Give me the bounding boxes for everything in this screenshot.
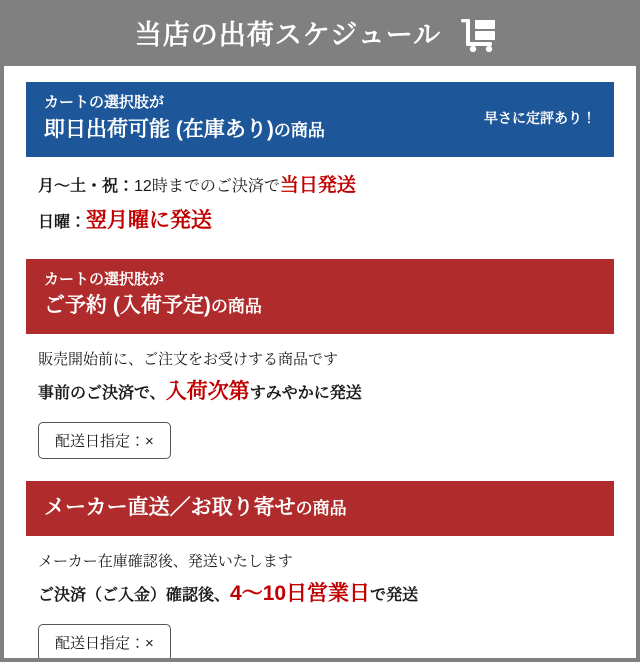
row-prepayment [38, 376, 606, 409]
row-label: ご決済（ご入金）確認後、 [38, 587, 231, 605]
page-title: 当店の出荷スケジュール [134, 19, 442, 50]
band-main-suffix: の商品 [295, 498, 347, 518]
row-highlight: 当日発送 [279, 174, 356, 196]
band-main [44, 493, 347, 523]
band-main [44, 291, 262, 321]
band-kicker: カートの選択肢が [44, 94, 165, 111]
section-band-reservation [26, 259, 614, 334]
row-label: 日曜： [38, 214, 87, 232]
row-highlight: 翌月曜に発送 [86, 209, 213, 233]
delivery-date-tag: 配送日指定：× [38, 624, 171, 661]
rows-in-stock [26, 157, 614, 249]
band-text-group [44, 269, 262, 322]
row-plain: 12時までのご決済で [134, 177, 280, 195]
delivery-truck-icon [459, 18, 505, 52]
band-main-strong: ご予約 (入荷予定) [44, 294, 211, 318]
row-payment-confirm [38, 578, 606, 611]
row-sunday [38, 205, 606, 238]
row-label: 月〜土・祝： [38, 177, 135, 195]
band-main-strong: メーカー直送／お取り寄せ [44, 495, 296, 519]
row-highlight: 4〜10日営業日 [230, 582, 371, 606]
page-header [4, 4, 636, 66]
row-plain: 販売開始前に、ご注文をお受けする商品です [38, 350, 339, 368]
row-highlight: 入荷次第 [165, 380, 250, 404]
band-main-suffix: の商品 [273, 120, 325, 140]
row-stock-check-note [38, 550, 606, 573]
row-highlight-small: すみやかに発送 [249, 385, 362, 403]
section-band-in-stock [26, 82, 614, 157]
row-weekday [38, 171, 606, 200]
rows-direct-shipping [26, 536, 614, 662]
band-text-group [44, 92, 325, 145]
schedule-content [4, 66, 636, 662]
band-main [44, 115, 325, 145]
band-kicker: カートの選択肢が [44, 270, 165, 288]
section-band-direct-shipping [26, 481, 614, 536]
row-plain: メーカー在庫確認後、発送いたします [38, 553, 293, 571]
row-preorder-note [38, 348, 606, 371]
row-suffix: で発送 [370, 587, 419, 605]
row-label: 事前のご決済で、 [38, 385, 166, 403]
band-note: 早さに定評あり！ [484, 110, 596, 127]
band-main-suffix: の商品 [210, 297, 262, 317]
rows-reservation [26, 334, 614, 465]
delivery-date-tag: 配送日指定：× [38, 422, 171, 459]
band-text-group [44, 493, 347, 523]
band-main-strong: 即日出荷可能 (在庫あり) [44, 117, 274, 141]
